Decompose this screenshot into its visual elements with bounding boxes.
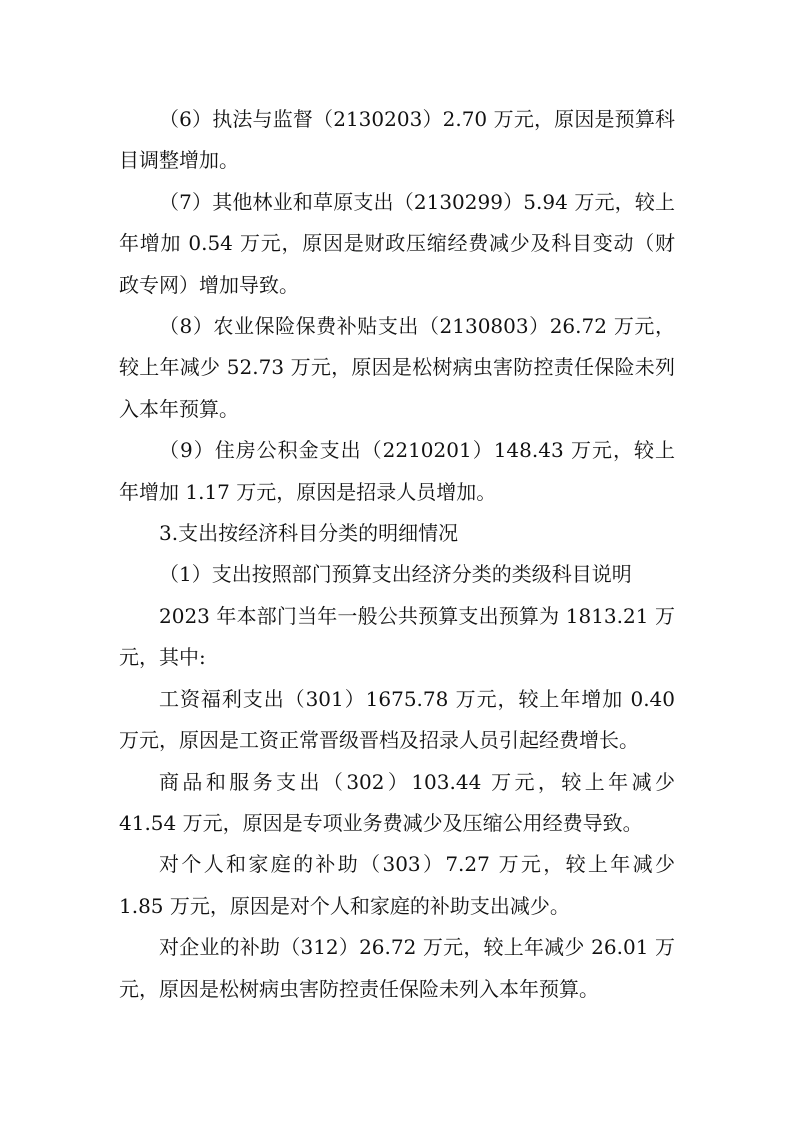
paragraph-goods-services: 商品和服务支出（302）103.44 万元，较上年减少 41.54 万元，原因是专项业务费减少及压缩公用经费导致。: [119, 769, 675, 835]
paragraph-item-8-agri-insurance: （8）农业保险保费补贴支出（2130803）26.72 万元，较上年减少 52.73 万元，原因是松树病虫害防控责任保险未列入本年预算。: [119, 314, 675, 421]
subsection-heading-class-level: （1）支出按照部门预算支出经济分类的类级科目说明: [159, 562, 632, 587]
paragraph-item-6-law-enforcement: （6）执法与监督（2130203）2.70 万元，原因是预算科目调整增加。: [119, 107, 675, 173]
paragraph-item-7-other-forestry: （7）其他林业和草原支出（2130299）5.94 万元，较上年增加 0.54 万元，原因是财政压缩经费减少及科目变动（财政专网）增加导致。: [119, 189, 675, 297]
paragraph-household-subsidy: 对个人和家庭的补助（303）7.27 万元，较上年减少 1.85 万元，原因是对个人和家庭的补助支出减少。: [119, 852, 675, 918]
paragraph-enterprise-subsidy: 对企业的补助（312）26.72 万元，较上年减少 26.01 万元，原因是松树病虫害防控责任保险未列入本年预算。: [119, 935, 675, 1001]
document-body: [119, 99, 675, 1010]
paragraph-total-budget: 2023 年本部门当年一般公共预算支出预算为 1813.21 万元，其中:: [119, 603, 675, 670]
paragraph-wages-welfare: 工资福利支出（301）1675.78 万元，较上年增加 0.40 万元，原因是工资正常晋级晋档及招录人员引起经费增长。: [119, 686, 675, 753]
paragraph-item-9-housing-fund: （9）住房公积金支出（2210201）148.43 万元，较上年增加 1.17 万元，原因是招录人员增加。: [119, 438, 675, 504]
section-heading-economic-classification: 3.支出按经济科目分类的明细情况: [159, 521, 459, 546]
